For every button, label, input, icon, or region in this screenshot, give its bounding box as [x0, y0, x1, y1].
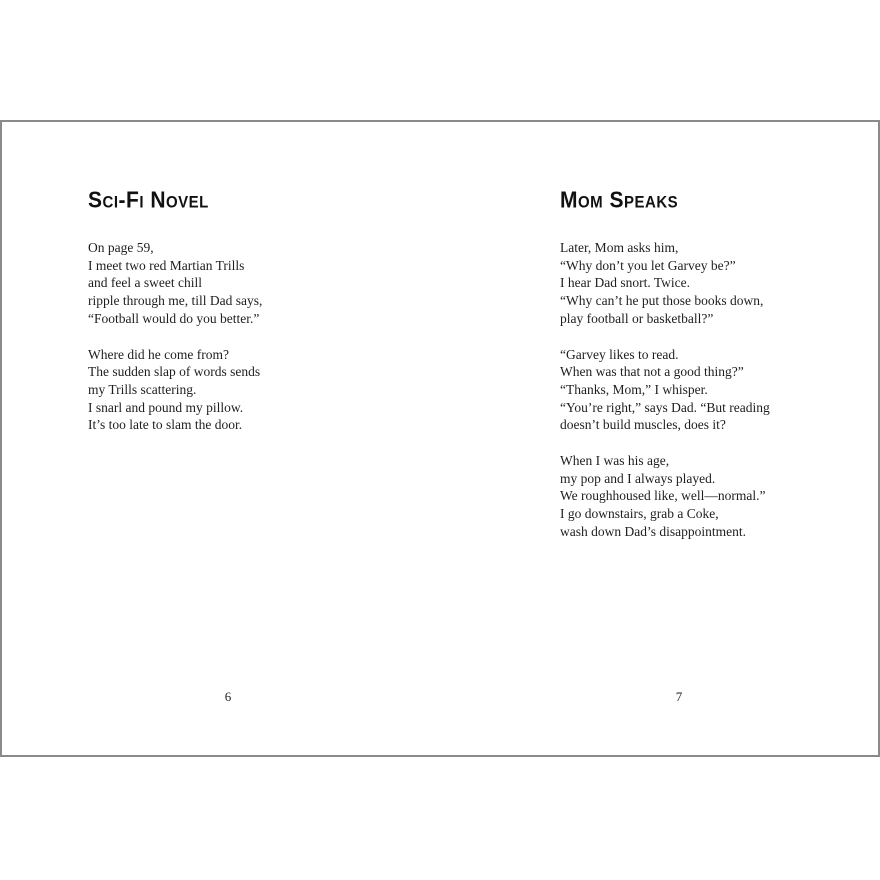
- poem-line: wash down Dad’s disappointment.: [560, 523, 746, 539]
- poem-line: Where did he come from?: [88, 346, 229, 362]
- poem-line: When I was his age,: [560, 453, 670, 469]
- poem-line: I hear Dad snort. Twice.: [560, 275, 691, 291]
- right-stanza-3: [560, 452, 860, 541]
- poem-line: “Why don’t you let Garvey be?”: [560, 257, 736, 273]
- left-stanza-1: [88, 239, 388, 328]
- poem-line: I meet two red Martian Trills: [88, 257, 245, 273]
- poem-line: and feel a sweet chill: [88, 275, 202, 291]
- poem-line: ripple through me, till Dad says,: [88, 293, 263, 309]
- poem-line: I go downstairs, grab a Coke,: [560, 506, 719, 522]
- right-stanza-2: [560, 346, 860, 435]
- left-stanza-2: [88, 346, 388, 435]
- poem-line: When was that not a good thing?”: [560, 364, 744, 380]
- poem-line: On page 59,: [88, 240, 154, 255]
- poem-line: “Garvey likes to read.: [560, 346, 679, 362]
- poem-line: my pop and I always played.: [560, 470, 716, 486]
- poem-line: Later, Mom asks him,: [560, 240, 679, 255]
- poem-line: I snarl and pound my pillow.: [88, 399, 244, 415]
- poem-line: We roughhoused like, well—normal.”: [560, 488, 766, 504]
- poem-line: doesn’t build muscles, does it?: [560, 417, 726, 433]
- poem-line: “You’re right,” says Dad. “But reading: [560, 399, 770, 415]
- page-number-left: 6: [224, 689, 232, 704]
- poem-line: “Thanks, Mom,” I whisper.: [560, 381, 708, 397]
- right-stanza-1: [560, 239, 860, 328]
- left-page: [88, 188, 388, 434]
- book-spread: [0, 120, 880, 757]
- poem-title-right: Mom Speaks: [560, 188, 679, 213]
- poem-line: play football or basketball?”: [560, 310, 714, 326]
- right-page: [560, 188, 860, 541]
- poem-line: It’s too late to slam the door.: [88, 417, 243, 433]
- poem-line: my Trills scattering.: [88, 381, 197, 397]
- poem-line: “Why can’t he put those books down,: [560, 293, 764, 309]
- poem-line: “Football would do you better.”: [88, 310, 260, 326]
- poem-title-left: Sci-Fi Novel: [88, 188, 209, 213]
- page-number-right: 7: [675, 689, 683, 704]
- poem-line: The sudden slap of words sends: [88, 364, 261, 380]
